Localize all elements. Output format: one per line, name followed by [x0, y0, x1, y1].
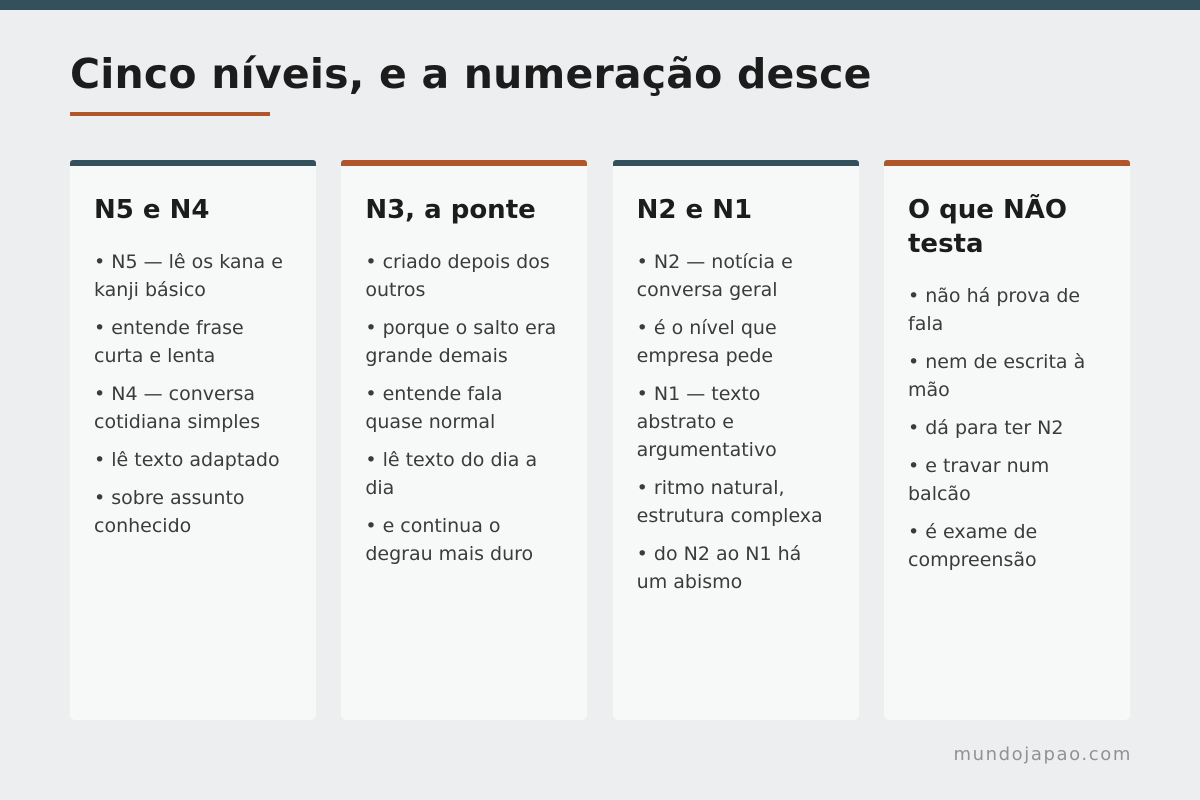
- card-list: [94, 248, 294, 550]
- list-item: • nem de escrita à mão: [908, 351, 1086, 401]
- list-item: • lê texto adaptado: [94, 449, 280, 471]
- title-underline: [70, 112, 270, 116]
- card-list: [365, 248, 565, 578]
- card-accent-bar: [884, 160, 1130, 166]
- list-item: • é o nível que empresa pede: [636, 317, 777, 367]
- card-accent-bar: [613, 160, 859, 166]
- card-list: [637, 248, 837, 606]
- card-nao-testa: [884, 160, 1130, 720]
- card-n3: [341, 160, 587, 720]
- cards-row: [70, 160, 1130, 720]
- list-item: • sobre assunto conhecido: [94, 487, 245, 537]
- card-title: N5 e N4: [94, 195, 210, 225]
- card-title: N2 e N1: [636, 195, 753, 225]
- list-item: • porque o salto era grande demais: [365, 317, 557, 367]
- card-accent-bar: [341, 160, 587, 166]
- top-bar: [0, 0, 1200, 10]
- list-item: • criado depois dos outros: [365, 251, 550, 301]
- list-item: • N4 — conversa cotidiana simples: [94, 383, 261, 433]
- list-item: • N5 — lê os kana e kanji básico: [94, 251, 283, 301]
- list-item: • lê texto do dia a dia: [365, 449, 538, 499]
- card-n5-n4: [70, 160, 316, 720]
- list-item: • ritmo natural, estrutura complexa: [636, 477, 823, 527]
- list-item: • entende frase curta e lenta: [94, 317, 244, 367]
- list-item: • N2 — notícia e conversa geral: [636, 251, 793, 301]
- list-item: • entende fala quase normal: [365, 383, 503, 433]
- card-title: N3, a ponte: [365, 195, 536, 225]
- list-item: • N1 — texto abstrato e argumentativo: [636, 383, 777, 461]
- card-accent-bar: [70, 160, 316, 166]
- list-item: • dá para ter N2: [908, 417, 1064, 439]
- card-n2-n1: [613, 160, 859, 720]
- list-item: • e travar num balcão: [908, 455, 1050, 505]
- list-item: • não há prova de fala: [908, 285, 1081, 335]
- list-item: • e continua o degrau mais duro: [365, 515, 534, 565]
- list-item: • é exame de compreensão: [908, 521, 1038, 571]
- card-title: O que NÃO testa: [908, 195, 1067, 259]
- card-list: [908, 282, 1108, 584]
- footer-credit: mundojapao.com: [953, 744, 1132, 765]
- page-title: Cinco níveis, e a numeração desce: [70, 50, 872, 98]
- list-item: • do N2 ao N1 há um abismo: [636, 543, 802, 593]
